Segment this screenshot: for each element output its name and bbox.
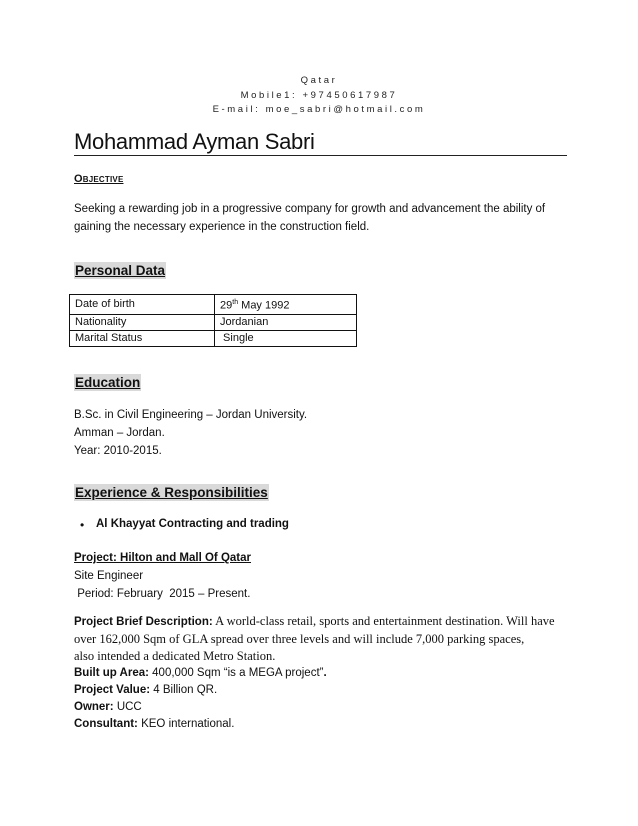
project-value-value: 4 Billion QR. <box>150 684 218 696</box>
project-block <box>74 549 251 603</box>
dob-suffix: th <box>232 299 239 306</box>
owner-label: Owner: <box>74 701 114 713</box>
name-divider <box>74 155 567 156</box>
consultant-value: KEO international. <box>137 718 235 730</box>
dob-value <box>215 295 357 315</box>
brief-text-3: also intended a dedicated Metro Station. <box>74 649 276 663</box>
objective-heading: Objective <box>74 173 124 185</box>
brief-text-1: A world-class retail, sports and entertainment destination. Will have <box>212 614 555 628</box>
contact-mobile: Mobile1: +97450617987 <box>240 90 398 101</box>
nationality-label: Nationality <box>70 314 215 330</box>
owner-value: UCC <box>113 701 142 713</box>
education-text <box>74 406 307 460</box>
bullet-icon: • <box>80 518 85 532</box>
brief-label: Project Brief Description: <box>74 616 213 628</box>
project-role: Site Engineer <box>74 570 144 582</box>
objective-line-1: Seeking a rewarding job in a progressive company for growth and advancement the ability of <box>74 203 546 215</box>
personal-data-heading: Personal Data <box>75 263 166 278</box>
table-row <box>70 330 357 346</box>
education-degree: B.Sc. in Civil Engineering – Jordan University. <box>74 409 308 421</box>
contact-country: Qatar <box>300 75 338 86</box>
project-title: Project: Hilton and Mall Of Qatar <box>74 552 251 564</box>
brief-text-2: over 162,000 Sqm of GLA spread over three levels and will include 7,000 parking spaces, <box>74 632 525 646</box>
dob-label: Date of birth <box>70 295 215 315</box>
company-name: Al Khayyat Contracting and trading <box>96 518 289 530</box>
dob-day: 29 <box>220 299 233 312</box>
contact-email: E-mail: moe_sabri@hotmail.com <box>212 104 426 115</box>
applicant-name: Mohammad Ayman Sabri <box>74 129 315 154</box>
education-location: Amman – Jordan. <box>74 427 165 439</box>
built-area-label: Built up Area: <box>74 667 149 679</box>
project-details <box>74 613 555 733</box>
nationality-value: Jordanian <box>215 314 357 330</box>
objective-text <box>74 200 545 236</box>
marital-status-value: Single <box>215 330 357 346</box>
dob-rest: May 1992 <box>238 299 290 312</box>
experience-heading: Experience & Responsibilities <box>75 485 268 500</box>
education-heading: Education <box>75 375 141 390</box>
table-row <box>70 314 357 330</box>
education-years: Year: 2010-2015. <box>74 445 162 457</box>
marital-status-label: Marital Status <box>70 330 215 346</box>
project-value-label: Project Value: <box>74 684 151 696</box>
consultant-label: Consultant: <box>74 718 138 730</box>
objective-line-2: gaining the necessary experience in the construction field. <box>74 221 370 233</box>
personal-data-table <box>69 294 357 347</box>
built-area-end: . <box>323 667 327 679</box>
built-area-value: 400,000 Sqm “is a MEGA project” <box>148 667 324 679</box>
table-row <box>70 295 357 315</box>
project-period: Period: February 2015 – Present. <box>74 588 251 600</box>
